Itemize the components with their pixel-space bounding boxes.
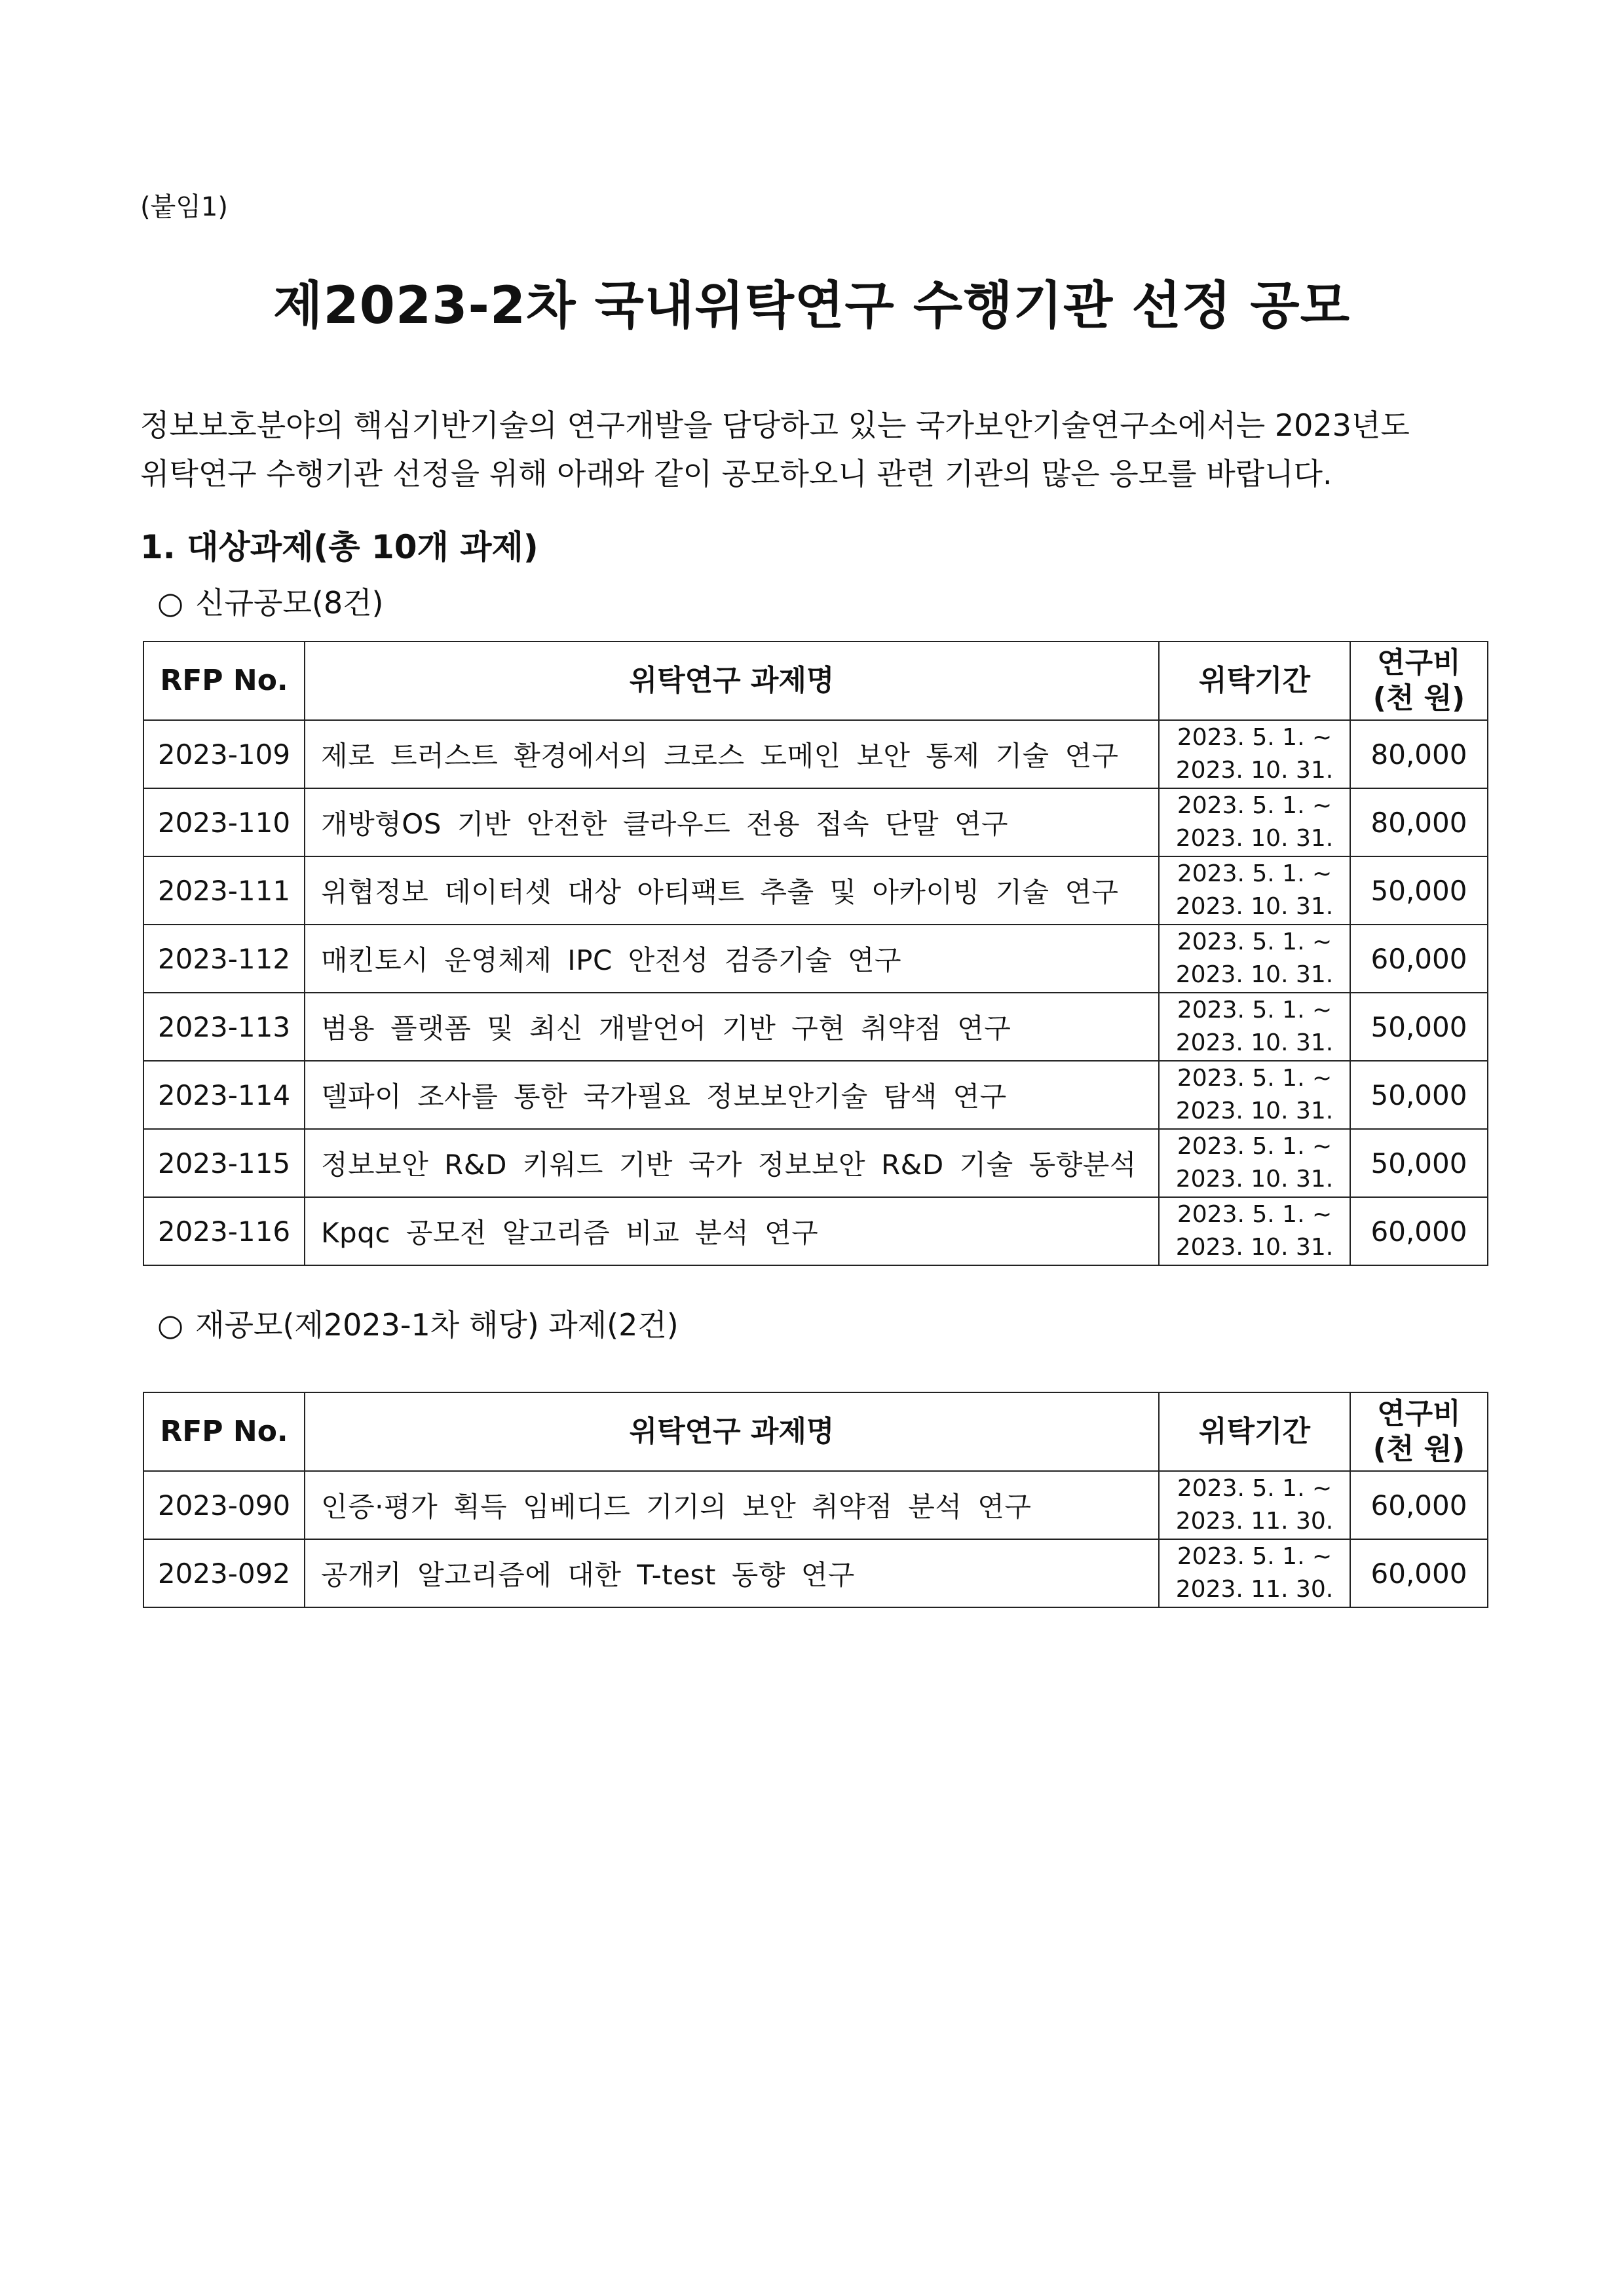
new-projects-heading-text: 신규공모(8건) — [195, 585, 384, 621]
period-start: 2023. 5. 1. ~ — [1177, 997, 1332, 1024]
rfp-number: 2023-116 — [143, 1197, 305, 1265]
circle-bullet-icon: ○ — [157, 585, 184, 621]
project-period — [1159, 788, 1350, 856]
intro-paragraph — [140, 401, 1486, 498]
new-projects-body — [143, 720, 1488, 1265]
project-title: 제로 트러스트 환경에서의 크로스 도메인 보안 통제 기술 연구 — [305, 720, 1159, 788]
project-budget: 60,000 — [1350, 1539, 1488, 1607]
header-budget-line2: (천 원) — [1372, 1432, 1465, 1466]
rfp-number: 2023-090 — [143, 1471, 305, 1539]
table-row — [143, 1539, 1488, 1607]
intro-line-1: 정보보호분야의 핵심기반기술의 연구개발을 담당하고 있는 국가보안기술연구소에서는 2023년도 — [140, 408, 1410, 443]
project-period — [1159, 856, 1350, 925]
project-budget: 60,000 — [1350, 1471, 1488, 1539]
project-period — [1159, 720, 1350, 788]
period-start: 2023. 5. 1. ~ — [1177, 928, 1332, 955]
section-heading: 1. 대상과제(총 10개 과제) — [140, 528, 538, 566]
header-project-title: 위탁연구 과제명 — [305, 641, 1159, 720]
header-project-title: 위탁연구 과제명 — [305, 1392, 1159, 1471]
header-budget — [1350, 1392, 1488, 1471]
project-title: 델파이 조사를 통한 국가필요 정보보안기술 탐색 연구 — [305, 1061, 1159, 1129]
header-budget-line1: 연구비 — [1377, 1397, 1461, 1430]
table-row — [143, 925, 1488, 993]
table-row — [143, 720, 1488, 788]
period-start: 2023. 5. 1. ~ — [1177, 1133, 1332, 1160]
project-title: 정보보안 R&D 키워드 기반 국가 정보보안 R&D 기술 동향분석 — [305, 1129, 1159, 1197]
new-projects-table — [143, 641, 1488, 1266]
table-row — [143, 1471, 1488, 1539]
re-projects-heading-text: 재공모(제2023-1차 해당) 과제(2건) — [195, 1307, 679, 1343]
header-period: 위탁기간 — [1159, 641, 1350, 720]
re-projects-body — [143, 1471, 1488, 1607]
period-end: 2023. 10. 31. — [1175, 1166, 1334, 1193]
rfp-number: 2023-092 — [143, 1539, 305, 1607]
rfp-number: 2023-114 — [143, 1061, 305, 1129]
project-budget: 80,000 — [1350, 720, 1488, 788]
header-budget — [1350, 641, 1488, 720]
period-end: 2023. 10. 31. — [1175, 961, 1334, 988]
period-end: 2023. 11. 30. — [1175, 1576, 1334, 1603]
period-end: 2023. 10. 31. — [1175, 1029, 1334, 1056]
project-budget: 60,000 — [1350, 925, 1488, 993]
document-title: 제2023-2차 국내위탁연구 수행기관 선정 공모 — [273, 277, 1350, 335]
table-row — [143, 1061, 1488, 1129]
header-period: 위탁기간 — [1159, 1392, 1350, 1471]
rfp-number: 2023-112 — [143, 925, 305, 993]
project-period — [1159, 1539, 1350, 1607]
project-budget: 50,000 — [1350, 993, 1488, 1061]
circle-bullet-icon: ○ — [157, 1307, 184, 1343]
project-title: 매킨토시 운영체제 IPC 안전성 검증기술 연구 — [305, 925, 1159, 993]
project-budget: 50,000 — [1350, 1129, 1488, 1197]
re-projects-table — [143, 1392, 1488, 1608]
period-end: 2023. 10. 31. — [1175, 1234, 1334, 1261]
attachment-label: (붙임1) — [140, 192, 228, 222]
new-projects-heading — [157, 582, 383, 624]
project-period — [1159, 1197, 1350, 1265]
project-budget: 80,000 — [1350, 788, 1488, 856]
table-row — [143, 1129, 1488, 1197]
project-budget: 50,000 — [1350, 856, 1488, 925]
period-start: 2023. 5. 1. ~ — [1177, 860, 1332, 887]
period-end: 2023. 10. 31. — [1175, 1098, 1334, 1124]
table-row — [143, 856, 1488, 925]
rfp-number: 2023-111 — [143, 856, 305, 925]
period-start: 2023. 5. 1. ~ — [1177, 1065, 1332, 1092]
period-end: 2023. 10. 31. — [1175, 893, 1334, 920]
project-period — [1159, 993, 1350, 1061]
period-start: 2023. 5. 1. ~ — [1177, 1543, 1332, 1570]
table-header-row — [143, 641, 1488, 720]
period-end: 2023. 10. 31. — [1175, 825, 1334, 852]
project-budget: 50,000 — [1350, 1061, 1488, 1129]
re-projects-heading — [157, 1304, 679, 1346]
period-end: 2023. 10. 31. — [1175, 757, 1334, 784]
rfp-number: 2023-115 — [143, 1129, 305, 1197]
table-header-row — [143, 1392, 1488, 1471]
header-budget-line1: 연구비 — [1377, 646, 1461, 679]
project-title: Kpqc 공모전 알고리즘 비교 분석 연구 — [305, 1197, 1159, 1265]
project-title: 위협정보 데이터셋 대상 아티팩트 추출 및 아카이빙 기술 연구 — [305, 856, 1159, 925]
intro-line-2: 위탁연구 수행기관 선정을 위해 아래와 같이 공모하오니 관련 기관의 많은 응모를 바랍니다. — [140, 456, 1332, 491]
table-row — [143, 993, 1488, 1061]
period-start: 2023. 5. 1. ~ — [1177, 1201, 1332, 1228]
project-period — [1159, 1129, 1350, 1197]
period-start: 2023. 5. 1. ~ — [1177, 724, 1332, 751]
project-title: 범용 플랫폼 및 최신 개발언어 기반 구현 취약점 연구 — [305, 993, 1159, 1061]
header-rfp-no: RFP No. — [143, 641, 305, 720]
project-title: 공개키 알고리즘에 대한 T-test 동향 연구 — [305, 1539, 1159, 1607]
project-period — [1159, 1061, 1350, 1129]
rfp-number: 2023-109 — [143, 720, 305, 788]
project-period — [1159, 925, 1350, 993]
period-start: 2023. 5. 1. ~ — [1177, 792, 1332, 819]
rfp-number: 2023-113 — [143, 993, 305, 1061]
header-budget-line2: (천 원) — [1372, 681, 1465, 715]
project-title: 인증·평가 획득 임베디드 기기의 보안 취약점 분석 연구 — [305, 1471, 1159, 1539]
period-end: 2023. 11. 30. — [1175, 1508, 1334, 1535]
project-budget: 60,000 — [1350, 1197, 1488, 1265]
project-title: 개방형OS 기반 안전한 클라우드 전용 접속 단말 연구 — [305, 788, 1159, 856]
project-period — [1159, 1471, 1350, 1539]
period-start: 2023. 5. 1. ~ — [1177, 1475, 1332, 1502]
table-row — [143, 1197, 1488, 1265]
header-rfp-no: RFP No. — [143, 1392, 305, 1471]
table-row — [143, 788, 1488, 856]
rfp-number: 2023-110 — [143, 788, 305, 856]
